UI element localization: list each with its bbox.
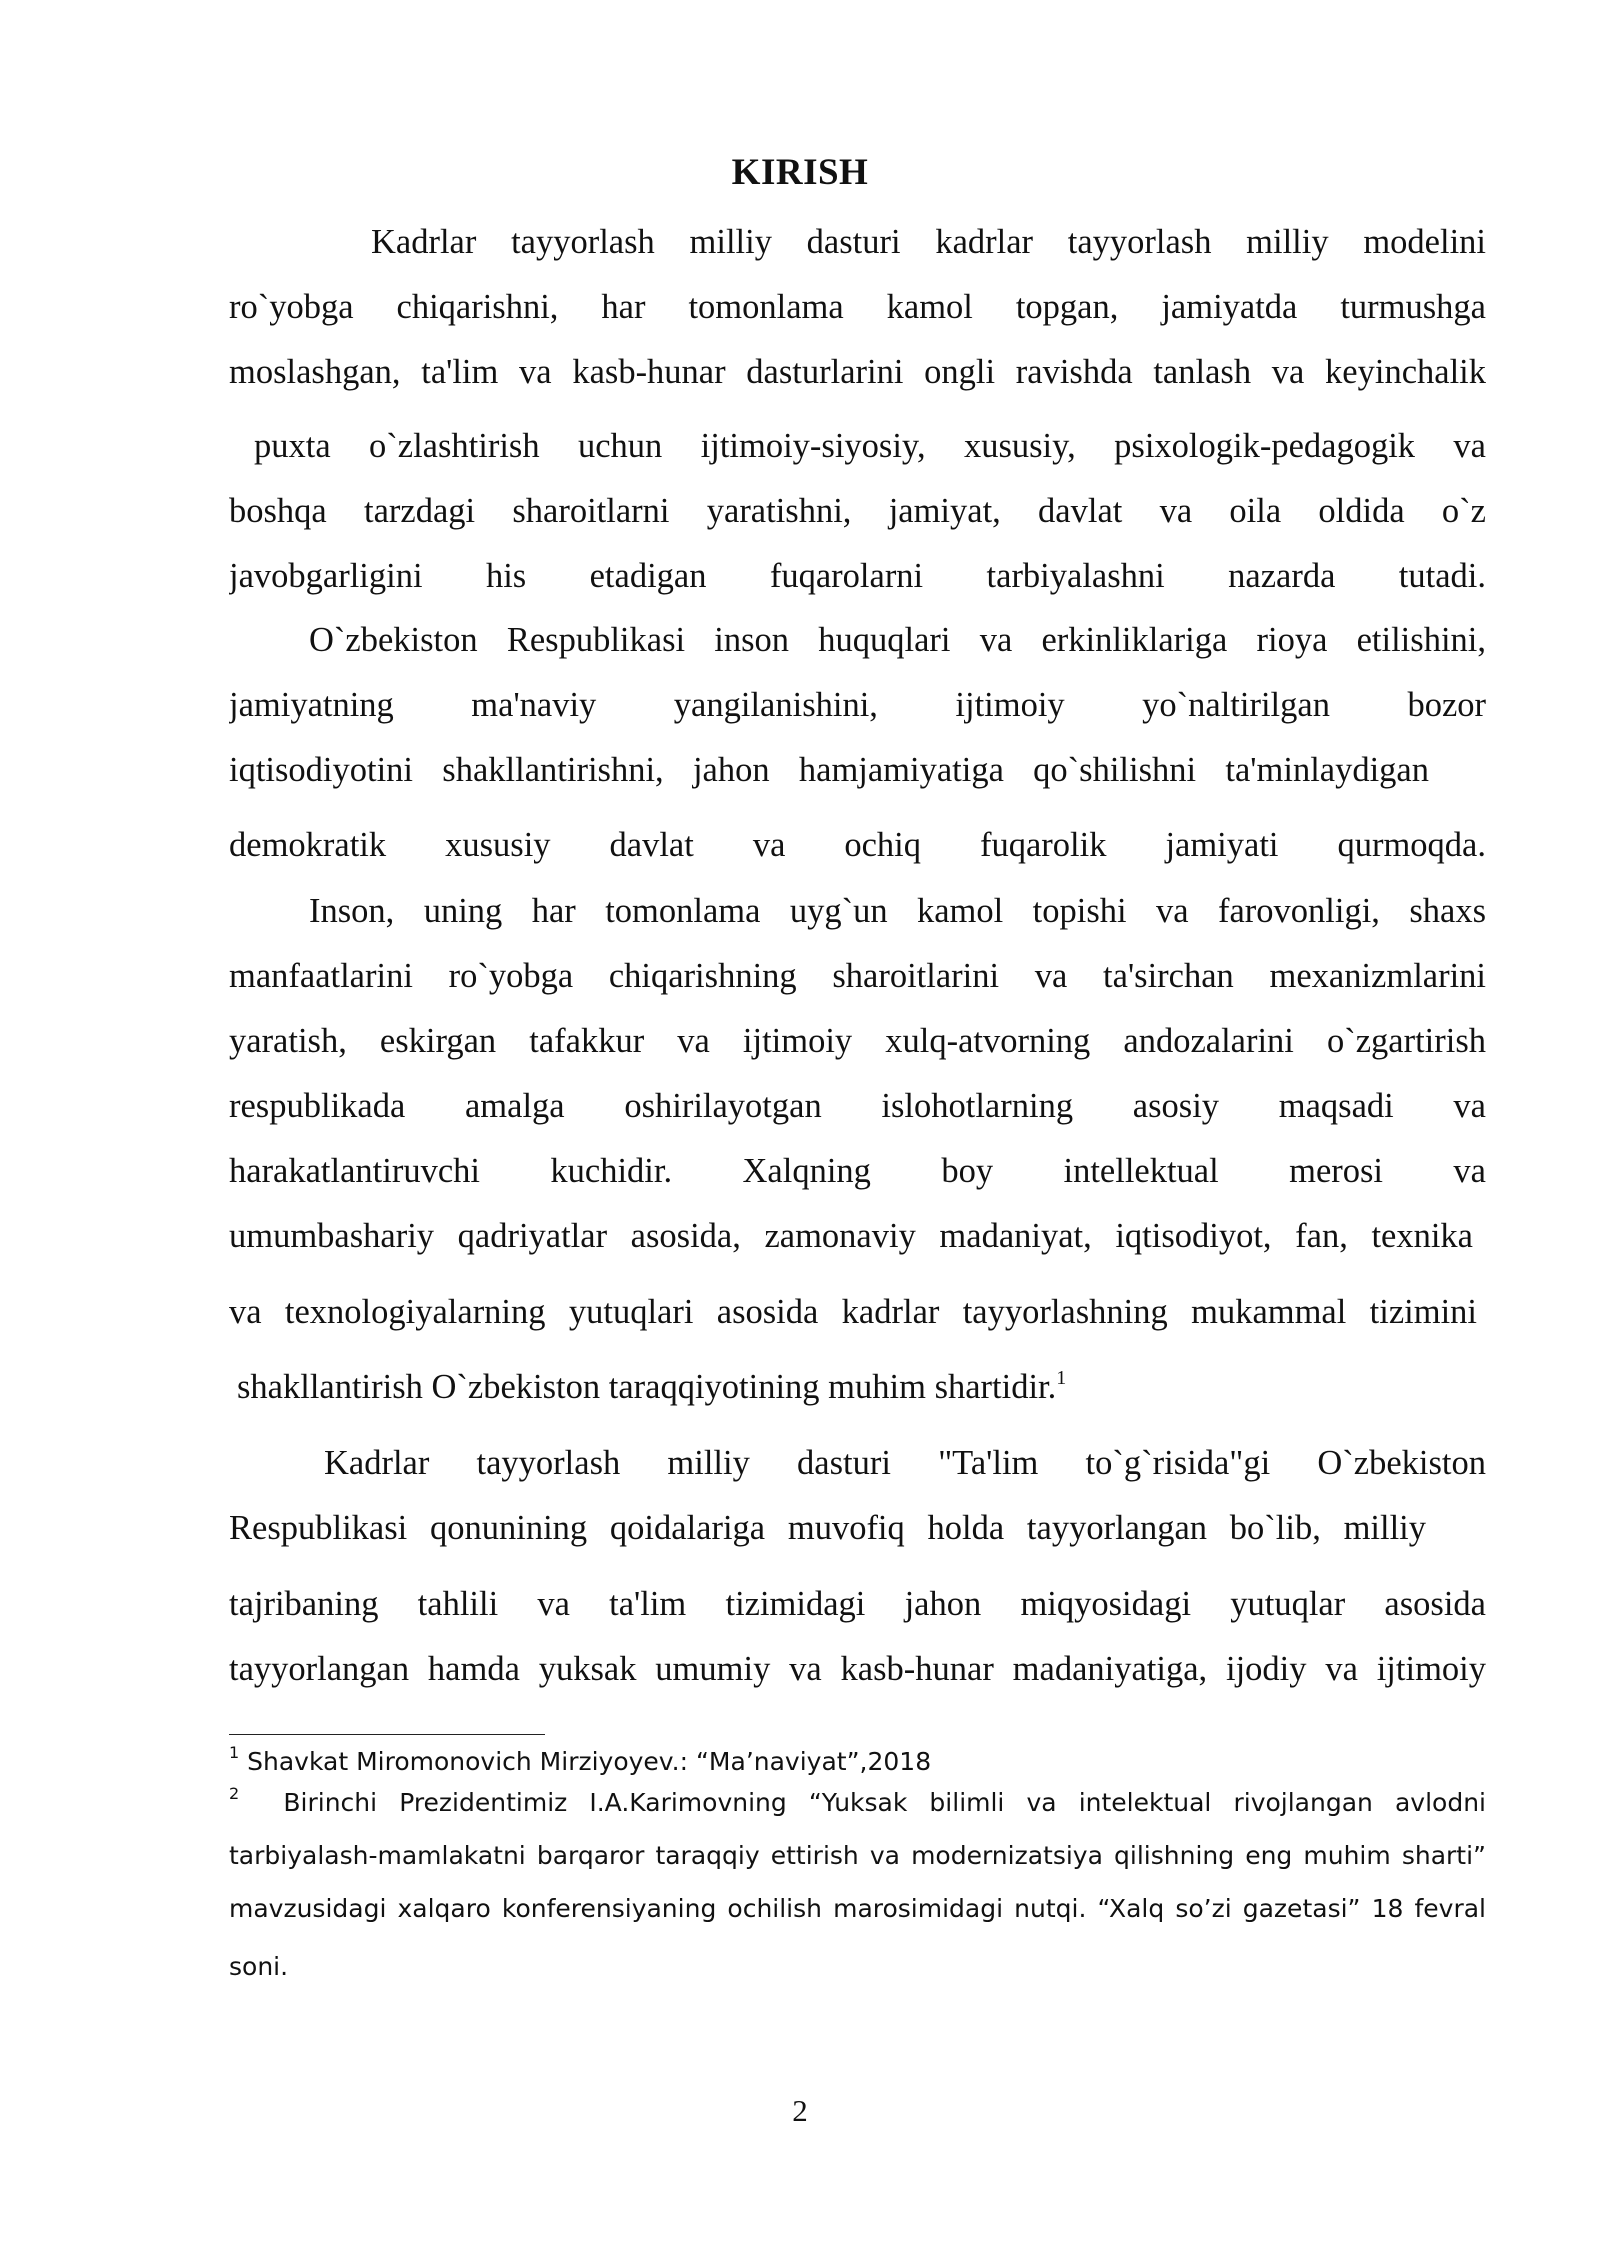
body-line: O`zbekiston Respublikasi inson huquqlari va erkinliklariga rioya etilishini,	[309, 621, 1486, 659]
body-line-text: shakllantirish O`zbekiston taraqqiyotining muhim shartidir.	[237, 1368, 1057, 1406]
body-line: puxta o`zlashtirish uchun ijtimoiy-siyosiy, xususiy, psixologik-pedagogik va	[254, 427, 1486, 465]
body-line: yaratish, eskirgan tafakkur va ijtimoiy xulq-atvorning andozalarini o`zgartirish	[229, 1022, 1486, 1060]
footnote-text: Shavkat Miromonovich Mirziyoyev.: “Ma’naviyat”,2018	[247, 1747, 932, 1776]
body-line: harakatlantiruvchi kuchidir. Xalqning boy intellektual merosi va	[229, 1152, 1486, 1190]
footnote-marker: 1	[229, 1745, 240, 1762]
footnote-reference[interactable]: 1	[1056, 1367, 1067, 1389]
body-line: demokratik xususiy davlat va ochiq fuqarolik jamiyati qurmoqda.	[229, 826, 1486, 864]
body-line: tayyorlangan hamda yuksak umumiy va kasb-hunar madaniyatiga, ijodiy va ijtimoiy	[229, 1650, 1486, 1688]
body-line: Inson, uning har tomonlama uyg`un kamol topishi va farovonligi, shaxs	[309, 892, 1486, 930]
footnote-1	[229, 1745, 1486, 1779]
body-line: manfaatlarini ro`yobga chiqarishning sharoitlarini va ta'sirchan mexanizmlarini	[229, 957, 1486, 995]
body-line: ro`yobga chiqarishni, har tomonlama kamol topgan, jamiyatda turmushga	[229, 288, 1486, 326]
body-line: Kadrlar tayyorlash milliy dasturi kadrlar tayyorlash milliy modelini	[371, 223, 1486, 261]
footnote-marker: 2	[229, 1786, 240, 1803]
body-line: va texnologiyalarning yutuqlari asosida kadrlar tayyorlashning mukammal tizimini	[229, 1293, 1477, 1331]
body-line: respublikada amalga oshirilayotgan islohotlarning asosiy maqsadi va	[229, 1087, 1486, 1125]
footnote-2-line: tarbiyalash-mamlakatni barqaror taraqqiy ettirish va modernizatsiya qilishning eng muhim sharti”	[229, 1841, 1486, 1870]
body-line: iqtisodiyotini shakllantirishni, jahon hamjamiyatiga qo`shilishni ta'minlaydigan	[229, 751, 1429, 789]
body-line: javobgarligini his etadigan fuqarolarni tarbiyalashni nazarda tutadi.	[229, 557, 1486, 595]
page-number: 2	[792, 2093, 808, 2128]
footnote-2-line	[229, 1786, 1486, 1820]
body-line: umumbashariy qadriyatlar asosida, zamonaviy madaniyat, iqtisodiyot, fan, texnika	[229, 1217, 1473, 1255]
body-line: jamiyatning ma'naviy yangilanishini, ijtimoiy yo`naltirilgan bozor	[229, 686, 1486, 724]
body-line: Kadrlar tayyorlash milliy dasturi "Ta'lim to`g`risida"gi O`zbekiston	[324, 1444, 1486, 1482]
section-title: KIRISH	[731, 152, 869, 193]
footnote-2-line: mavzusidagi xalqaro konferensiyaning ochilish marosimidagi nutqi. “Xalq so’zi gazetasi” 18 fevral	[229, 1894, 1486, 1923]
footnote-separator	[229, 1734, 545, 1735]
body-line: moslashgan, ta'lim va kasb-hunar dasturlarini ongli ravishda tanlash va keyinchalik	[229, 353, 1486, 391]
body-line-with-footnote	[237, 1364, 1486, 1410]
body-line: Respublikasi qonunining qoidalariga muvofiq holda tayyorlangan bo`lib, milliy	[229, 1509, 1426, 1547]
footnote-2-line: soni.	[229, 1952, 289, 1981]
body-line: tajribaning tahlili va ta'lim tizimidagi jahon miqyosidagi yutuqlar asosida	[229, 1585, 1486, 1623]
footnote-text: Birinchi Prezidentimiz I.A.Karimovning “Yuksak bilimli va intelektual rivojlangan avlodni	[283, 1788, 1486, 1817]
body-line: boshqa tarzdagi sharoitlarni yaratishni, jamiyat, davlat va oila oldida o`z	[229, 492, 1486, 530]
